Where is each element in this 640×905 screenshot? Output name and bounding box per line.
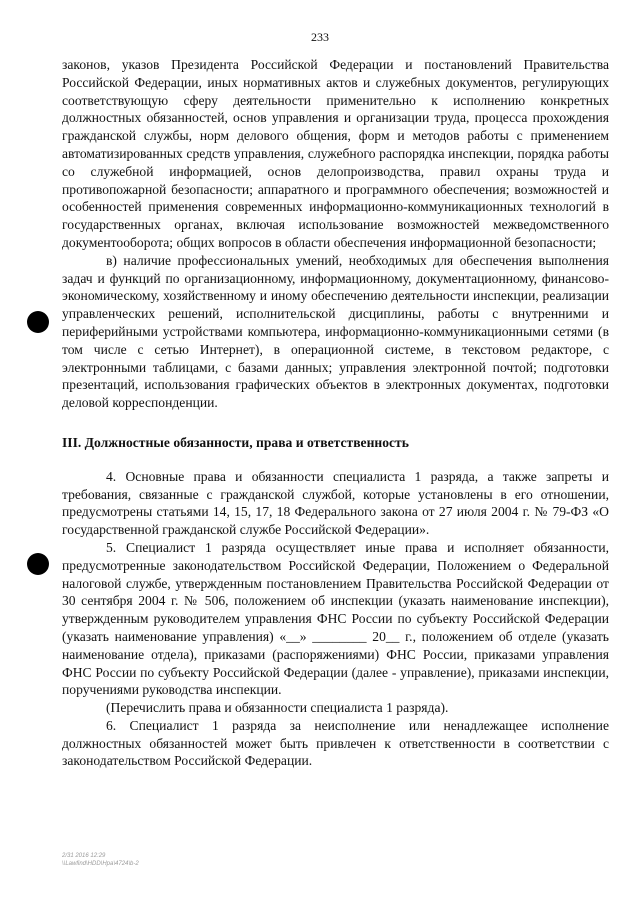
punch-hole-top xyxy=(27,311,49,333)
paragraph-4: 4. Основные права и обязанности специалиста 1 разряда, а также запреты и требования, связанные с гражданской службой, которые установлены в его отношении, предусмотрены статьями 14, 15, 17, 18 Федерального закона от 27 июля 2004 г. № 79-ФЗ «О государственной гражданской службе Российской Федерации». xyxy=(62,468,609,538)
page-number: 233 xyxy=(311,30,329,44)
section-heading: III. Должностные обязанности, права и ответственность xyxy=(62,434,409,450)
footer-line-1: 2/31 2016 12:29 xyxy=(62,853,106,859)
punch-hole-bottom xyxy=(27,553,49,575)
footer-stamp xyxy=(62,852,139,868)
paragraph-5-note: (Перечислить права и обязанности специалиста 1 разряда). xyxy=(106,700,449,716)
paragraph-6: 6. Специалист 1 разряда за неисполнение или ненадлежащее исполнение должностных обязанностей может быть привлечен к ответственности в соответствии с законодательством Российской Федерации. xyxy=(62,717,609,769)
paragraph-skills: в) наличие профессиональных умений, необходимых для обеспечения выполнения задач и функций по организационному, информационному, документационному, финансово-экономическому, хозяйственному и иному обеспечению деятельности инспекции, реализации управленческих решений, исполнительской дисциплины, работы с внутренними и периферийными устройствами компьютера, информационно-коммуникационными сетями (в том числе с сетью Интернет), в операционной системе, в текстовом редакторе, с электронными таблицами, с базами данных; управления электронной почтой; подготовки презентаций, использования графических объектов в электронных документах, подготовки деловой корреспонденции. xyxy=(62,252,609,411)
paragraph-5: 5. Специалист 1 разряда осуществляет иные права и исполняет обязанности, предусмотренные законодательством Российской Федерации, Положением о Федеральной налоговой службе, утвержденным постановлением Правительства Российской Федерации от 30 сентября 2004 г. № 506, положением об инспекции (указать наименование инспекции), утвержденным руководителем управления ФНС России по субъекту Российской Федерации (указать наименование управления) «__» ________ 20__ г., положением об отделе (указать наименование отдела), приказами (распоряжениями) ФНС России, приказами управления ФНС России по субъекту Российской Федерации (далее - управление), приказами инспекции, поручениями руководства инспекции. xyxy=(62,539,609,698)
document-body xyxy=(62,56,609,770)
footer-line-2: \\Lawfind\HDD\Hpa\4724\b-2 xyxy=(62,861,139,867)
paragraph-knowledge: законов, указов Президента Российской Федерации и постановлений Правительства Российской Федерации, иных нормативных актов и служебных документов, регулирующих соответствующую сферу деятельности применительно к исполнению конкретных должностных обязанностей, основ управления и организации труда, процесса прохождения гражданской службы, норм делового общения, форм и методов работы с применением автоматизированных средств управления, служебного распорядка инспекции, порядка работы со служебной информацией, основ делопроизводства, правил охраны труда и противопожарной безопасности; аппаратного и программного обеспечения; возможностей и особенностей применения современных информационно-коммуникационных технологий в государственных органах, включая использование возможностей межведомственного документооборота; общих вопросов в области обеспечения информационной безопасности; xyxy=(62,57,609,250)
